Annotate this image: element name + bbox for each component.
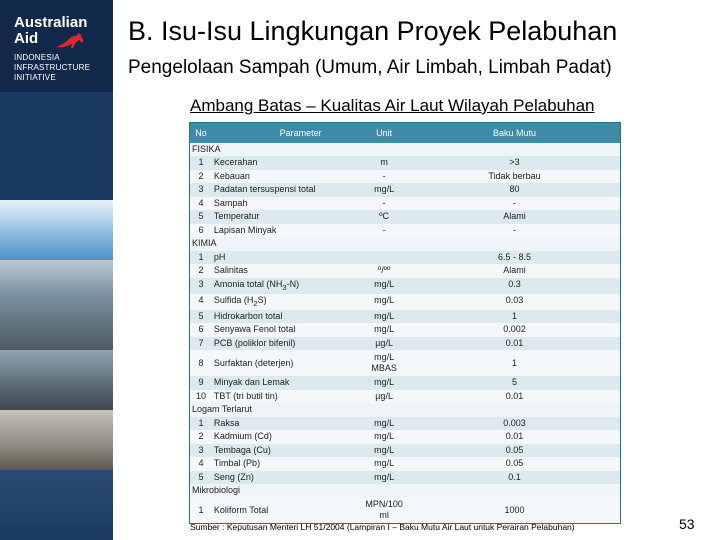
table-row: 8 Surfaktan (deterjen) mg/L MBAS 1 [190,350,620,376]
water-splash-photo [0,200,113,260]
table-header-row [190,123,620,143]
table-row: 5 Hidrokarbon total mg/L 1 [190,310,620,323]
logo-title: Australian Aid [14,14,88,47]
table-row: 10 TBT (tri butil tin) µg/L 0.01 [190,390,620,403]
section-row-fisika [190,143,620,156]
table-row: 1 Kecerahan m >3 [190,156,620,169]
australian-aid-logo [0,0,113,92]
table-row: 1 pH 6.5 - 8.5 [190,251,620,264]
table-row: 4 Sampah - - [190,197,620,210]
table-row: 3 Padatan tersuspensi total mg/L 80 [190,183,620,196]
table-row: 6 Senyawa Fenol total mg/L 0.002 [190,323,620,336]
column-header-no: No [195,128,207,138]
section-label: FISIKA [192,144,221,154]
water-quality-table [189,122,621,524]
highway-traffic-photo [0,350,113,410]
kangaroo-icon [54,30,88,50]
table-row: 9 Minyak dan Lemak mg/L 5 [190,376,620,389]
table-row: 7 PCB (poliklor bifenil) µg/L 0.01 [190,337,620,350]
page-title: B. Isu-Isu Lingkungan Proyek Pelabuhan [128,16,618,46]
page-number: 53 [679,516,695,532]
sidebar [0,0,113,540]
column-header-baku-mutu: Baku Mutu [493,128,537,138]
table-row: 3 Tembaga (Cu) mg/L 0.05 [190,444,620,457]
port-cranes-photo [0,260,113,350]
section-row-kimia [190,237,620,250]
section-label: Logam Terlarut [192,404,252,415]
table-row: 5 Temperatur ºC Alami [190,210,620,223]
column-header-unit: Unit [376,128,393,138]
table-row: 6 Lapisan Minyak - - [190,224,620,237]
table-row: 3 Amonia total $(NH_3-N)$ mg/L 0.3 [190,278,620,294]
sidebar-bottom-panel [0,470,113,540]
table-row: 2 Salinitas º/ºº Alami [190,264,620,277]
source-citation: Sumber : Keputusan Menteri LH 51/2004 (Lampiran I – Baku Mutu Air Laut untuk Perairan Pelabuhan) [190,522,575,532]
logo-subtitle: INDONESIA INFRASTRUCTURE INITIATIVE [14,53,91,82]
table-heading: Ambang Batas – Kualitas Air Laut Wilayah Pelabuhan [190,96,595,115]
section-row-mikrobiologi [190,484,620,497]
table-row: 2 Kebauan - Tidak berbau [190,170,620,183]
section-row-logam [190,403,620,416]
table-row: 4 Sulfida $(H_2S)$ mg/L 0.03 [190,294,620,310]
column-header-parameter: Parameter [279,128,322,138]
table-row: 4 Timbal (Pb) mg/L 0.05 [190,457,620,470]
table-row: 1 Raksa mg/L 0.003 [190,417,620,430]
section-label: Mikrobiologi [192,485,241,496]
section-label: KIMIA [192,238,217,249]
page-subtitle: Pengelolaan Sampah (Umum, Air Limbah, Limbah Padat) [128,57,612,78]
table-row: 5 Seng (Zn) mg/L 0.1 [190,471,620,484]
table-row: 1 Koliform Total MPN/100 ml 1000 [190,497,620,523]
railway-photo [0,410,113,470]
table-row: 2 Kadmium (Cd) mg/L 0.01 [190,430,620,443]
